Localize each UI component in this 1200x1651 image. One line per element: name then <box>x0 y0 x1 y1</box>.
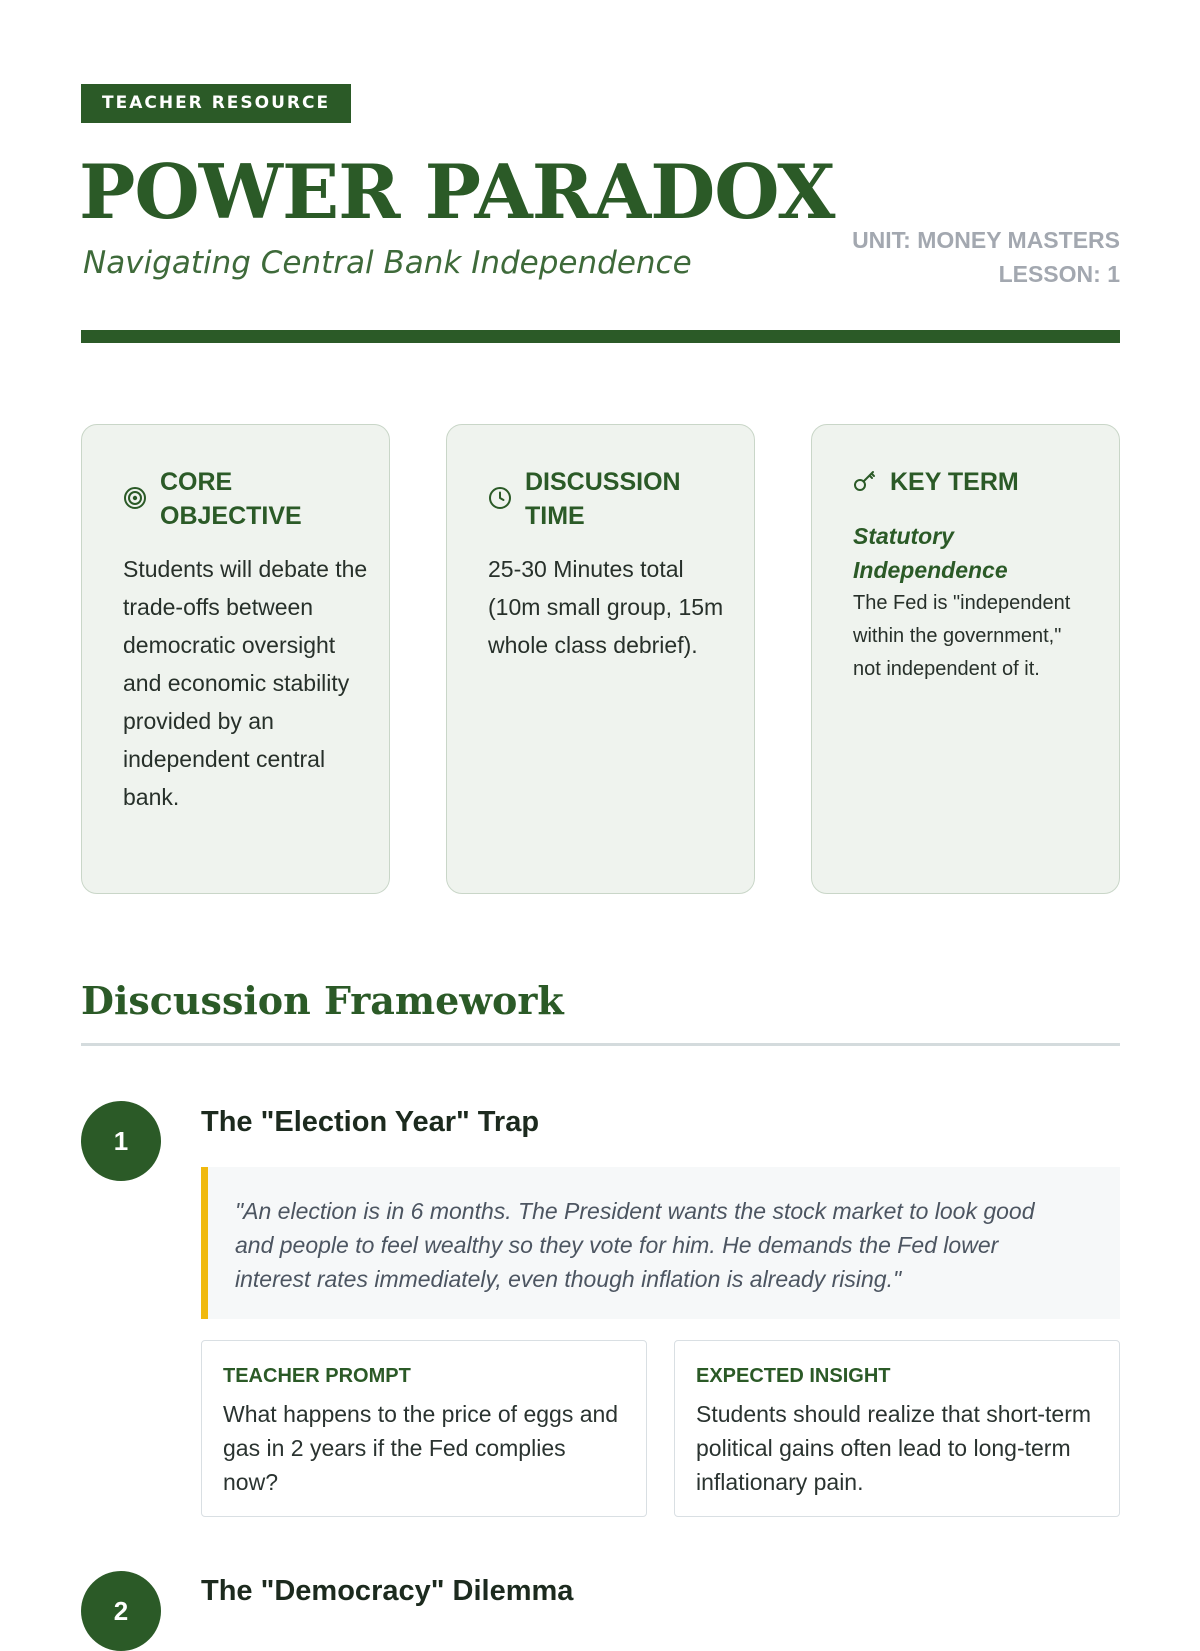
scenario-quote <box>201 1167 1120 1319</box>
time-card <box>446 424 755 894</box>
objective-card-header <box>123 465 360 533</box>
header-divider <box>81 330 1120 343</box>
info-cards <box>81 424 1120 896</box>
key-term-label: KEY TERM <box>890 468 1019 496</box>
clock-icon <box>488 486 512 510</box>
unit-label: UNIT: MONEY MASTERS <box>852 227 1120 253</box>
item-number-badge: 2 <box>81 1571 161 1651</box>
scenario-text: "An election is in 6 months. The President wants the stock market to look good and people to feel wealthy so they vote for him. He demands the Fed lower interest rates immediately, even though inflation is already rising." <box>235 1198 1035 1292</box>
item-title: The "Democracy" Dilemma <box>201 1575 574 1607</box>
target-icon <box>123 486 147 510</box>
page-subtitle: Navigating Central Bank Independence <box>83 245 692 281</box>
objective-text: Students will debate the trade-offs between democratic oversight and economic stability provided by an independent central bank. <box>123 556 368 810</box>
resource-badge: TEACHER RESOURCE <box>81 84 351 123</box>
teacher-prompt-card <box>201 1340 647 1517</box>
expected-insight-label: EXPECTED INSIGHT <box>696 1365 891 1387</box>
lesson-label: LESSON: 1 <box>998 261 1120 287</box>
item-title: The "Election Year" Trap <box>201 1106 540 1138</box>
key-term-card-header <box>853 465 1090 499</box>
expected-insight-card <box>674 1340 1120 1517</box>
key-term-definition: The Fed is "independent within the government," not independent of it. <box>853 592 1071 680</box>
key-term-card <box>811 424 1120 894</box>
section-title: Discussion Framework <box>81 978 564 1023</box>
time-card-header <box>488 465 725 533</box>
expected-insight-text: Students should realize that short-term political gains often lead to long-term inflationary pain. <box>696 1401 1092 1495</box>
teacher-prompt-label: TEACHER PROMPT <box>223 1365 411 1387</box>
item-number-badge: 1 <box>81 1101 161 1181</box>
teacher-prompt-text: What happens to the price of eggs and gas in 2 years if the Fed complies now? <box>223 1401 619 1495</box>
key-icon <box>853 469 877 493</box>
objective-card <box>81 424 390 894</box>
objective-label: CORE OBJECTIVE <box>160 468 302 530</box>
section-divider <box>81 1043 1120 1046</box>
time-text: 25-30 Minutes total (10m small group, 15m whole class debrief). <box>488 556 724 658</box>
key-term-name: Statutory Independence <box>853 523 1008 583</box>
page-title: POWER PARADOX <box>79 148 835 236</box>
time-label: DISCUSSION TIME <box>525 468 681 530</box>
unit-meta <box>852 223 1120 291</box>
